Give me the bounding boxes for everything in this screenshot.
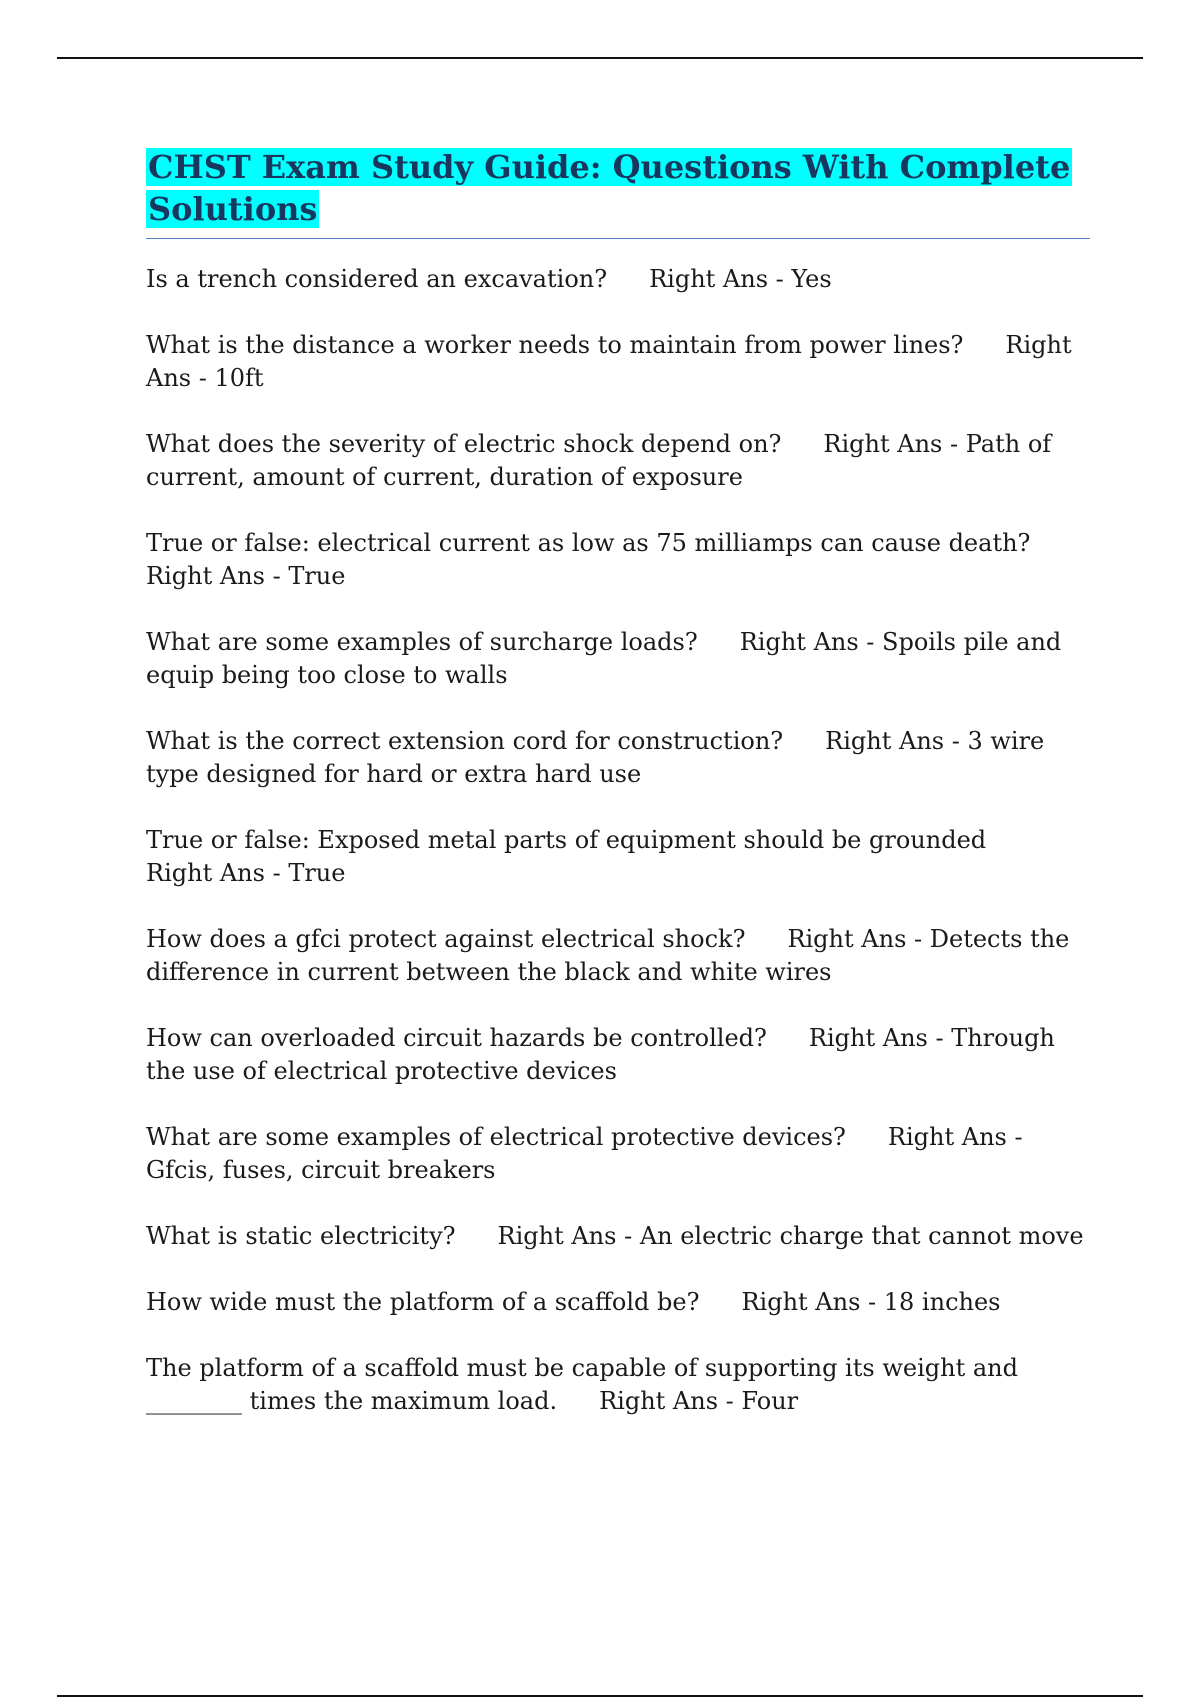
question: What does the severity of electric shock depend on?: [146, 430, 782, 458]
answer: Right Ans - True: [146, 562, 346, 590]
qa-item: [146, 1022, 1090, 1088]
qa-item: [146, 725, 1090, 791]
page-title-text: CHST Exam Study Guide: Questions With Complete Solutions: [148, 148, 1071, 228]
question: What are some examples of electrical protective devices?: [146, 1123, 846, 1151]
question: True or false: electrical current as low as 75 milliamps can cause death?: [146, 529, 1031, 557]
qa-item: [146, 1286, 1090, 1319]
qa-item: [146, 824, 1090, 890]
answer: Right Ans - Through the use of electrical protective devices: [146, 1024, 1055, 1085]
question: What is the correct extension cord for construction?: [146, 727, 784, 755]
qa-item: [146, 1220, 1090, 1253]
qa-item: [146, 626, 1090, 692]
answer: Right Ans - 18 inches: [741, 1288, 1001, 1316]
answer: Right Ans - Gfcis, fuses, circuit breakers: [146, 1123, 1023, 1184]
question: True or false: Exposed metal parts of equipment should be grounded: [146, 826, 987, 854]
qa-item: [146, 329, 1090, 395]
document-body: [146, 146, 1090, 1451]
qa-item: [146, 527, 1090, 593]
answer: Right Ans - Four: [599, 1387, 799, 1415]
page-title: [146, 146, 1090, 239]
answer: Right Ans - Yes: [649, 265, 832, 293]
question: What is static electricity?: [146, 1222, 456, 1250]
question: The platform of a scaffold must be capable of supporting its weight and ________ times the maximum load.: [146, 1354, 1018, 1415]
question: What is the distance a worker needs to maintain from power lines?: [146, 331, 964, 359]
question: How can overloaded circuit hazards be controlled?: [146, 1024, 767, 1052]
qa-item: [146, 428, 1090, 494]
answer: Right Ans - Path of current, amount of current, duration of exposure: [146, 430, 1052, 491]
qa-item: [146, 263, 1090, 296]
header-rule: [57, 57, 1143, 59]
question: Is a trench considered an excavation?: [146, 265, 608, 293]
answer: Right Ans - Detects the difference in current between the black and white wires: [146, 925, 1070, 986]
qa-item: [146, 1121, 1090, 1187]
qa-item: [146, 1352, 1090, 1418]
question: How does a gfci protect against electrical shock?: [146, 925, 746, 953]
answer: Right Ans - 10ft: [146, 331, 1072, 392]
qa-list: [146, 263, 1090, 1418]
answer: Right Ans - True: [146, 859, 346, 887]
answer: Right Ans - Spoils pile and equip being too close to walls: [146, 628, 1062, 689]
answer: Right Ans - 3 wire type designed for hard or extra hard use: [146, 727, 1045, 788]
question: How wide must the platform of a scaffold be?: [146, 1288, 700, 1316]
footer-rule: [57, 1695, 1143, 1697]
answer: Right Ans - An electric charge that cannot move: [497, 1222, 1084, 1250]
qa-item: [146, 923, 1090, 989]
question: What are some examples of surcharge loads?: [146, 628, 698, 656]
